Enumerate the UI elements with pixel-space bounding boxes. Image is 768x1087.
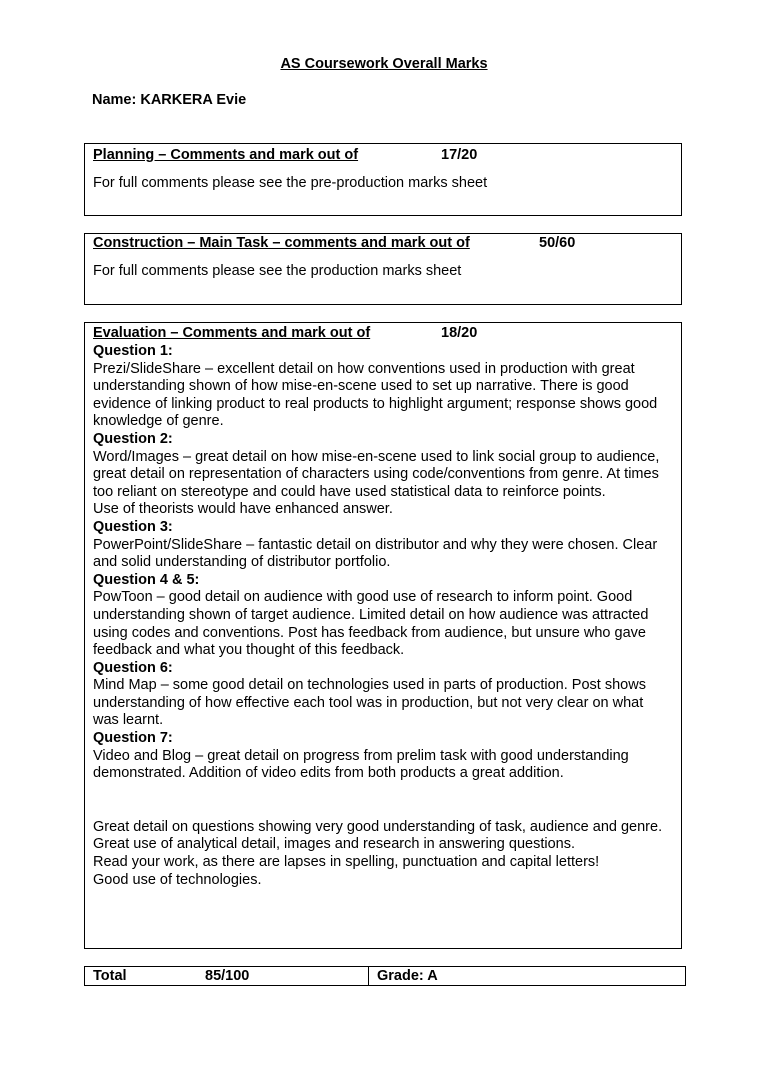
question-label: Question 7: [93,730,173,747]
question-label: Question 4 & 5: [93,571,200,588]
grade-value: Grade: A [377,968,438,984]
planning-comment: For full comments please see the pre-production marks sheet [93,175,488,191]
question-label: Question 1: [93,343,173,359]
question-label: Question 6: [93,659,173,676]
evaluation-heading [93,325,673,343]
evaluation-mark: 18/20 [441,325,478,341]
student-name: Name: KARKERA Evie [92,92,247,108]
planning-heading-label: Planning – Comments and mark out of [93,147,359,163]
summary-line: Great detail on questions showing very good understanding of task, audience and genre. [93,818,663,835]
question-feedback-extra: Use of theorists would have enhanced answer. [93,501,393,518]
total-cell [85,967,369,985]
planning-mark: 17/20 [441,147,478,163]
summary-line: Great use of analytical detail, images and research in answering questions. [93,836,575,853]
construction-section [84,233,682,305]
question-feedback: Video and Blog – great detail on progress from prelim task with good understanding demonstrated. Addition of video edits from both products a great addition. [93,747,629,782]
evaluation-section [84,322,682,949]
planning-heading [93,147,673,165]
construction-comment: For full comments please see the production marks sheet [93,263,462,279]
document-title: AS Coursework Overall Marks [280,56,488,72]
total-label: Total [93,968,127,984]
total-table [84,966,686,986]
construction-heading-label: Construction – Main Task – comments and mark out of [93,235,470,251]
summary-line: Good use of technologies. [93,871,262,888]
question-feedback: Mind Map – some good detail on technologies used in parts of production. Post shows understanding of how effective each tool was in production, but not very clear on what was learnt. [93,677,646,729]
planning-section [84,143,682,216]
grade-cell [369,967,685,985]
question-feedback: Prezi/SlideShare – excellent detail on how conventions used in production with great understanding shown of how mise-en-scene used to set up narrative. There is good evidence of linking product to real products to highlight argument; response shows good knowledge of genre. [93,360,658,430]
question-feedback: PowToon – good detail on audience with good use of research to inform point. Good understanding shown of target audience. Limited detail on how audience was attracted using codes and conventions. Post has feedback from audience, but unsure who gave feedback and what you thought of this feedback. [93,589,649,659]
summary-line: Read your work, as there are lapses in spelling, punctuation and capital letters! [93,854,600,871]
construction-mark: 50/60 [539,235,576,251]
total-value: 85/100 [205,968,250,984]
question-feedback: Word/Images – great detail on how mise-en-scene used to link social group to audience, great detail on representation of characters using code/conventions from genre. At times too reliant on stereotype and could have used statistical data to reinforce points. [93,448,660,500]
question-feedback: PowerPoint/SlideShare – fantastic detail on distributor and why they were chosen. Clear and solid understanding of distributor portfolio. [93,536,658,571]
construction-heading [93,235,673,253]
evaluation-heading-label: Evaluation – Comments and mark out of [93,325,371,341]
question-label: Question 2: [93,430,173,447]
question-label: Question 3: [93,518,173,535]
